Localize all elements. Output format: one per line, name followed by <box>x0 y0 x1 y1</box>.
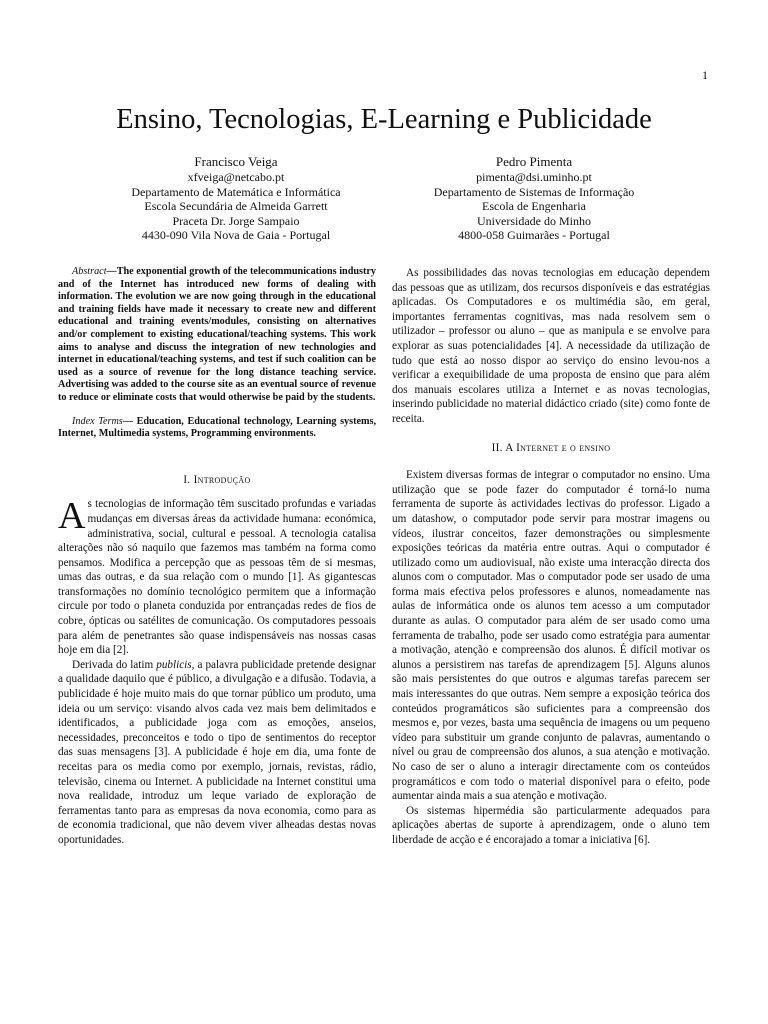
page-number: 1 <box>702 68 708 82</box>
intro-paragraph-2-text-a: Derivada do latim <box>72 658 157 671</box>
intro-paragraph-2 <box>58 658 376 848</box>
author-block-2 <box>398 154 670 243</box>
abstract <box>58 266 376 405</box>
intro-paragraph-1 <box>58 497 376 658</box>
author-department: Departamento de Matemática e Informática <box>131 184 341 199</box>
author-name: Francisco Veiga <box>194 154 278 169</box>
abstract-lead: Abstract <box>72 266 107 277</box>
intro-paragraph-2-text-b: , a palavra publicidade pretende designar a qualidade daquilo que é público, a divulgação e a difusão. Todavia, a publicidade é hoje muito mais do que tornar público um produto, uma ideia ou um serviço: visando alvos cada vez mais bem delimitados e identificados, a publicidade joga com as emoções, anseios, necessidades, preconceitos e todo o tipo de sentimentos do receptor das suas mensagens [3]. A publicidade é hoje em dia, uma fonte de receitas para os media como por exemplo, jornais, revistas, rádio, televisão, cinema ou Internet. A publicidade na Internet constitui uma nova realidade, introduz um leque variado de exploração de ferramentas tanto para as empresas da nova economia, como para as de economia tradicional, que não devem viver alheadas destas novas oportunidades. <box>58 658 376 846</box>
author-email: pimenta@dsi.uminho.pt <box>476 170 592 184</box>
index-terms-lead: Index Terms <box>72 415 123 427</box>
index-terms <box>58 416 376 441</box>
author-city: 4800-058 Guimarães - Portugal <box>458 228 610 243</box>
author-department: Departamento de Sistemas de Informação <box>433 184 635 199</box>
author-university: Universidade do Minho <box>477 213 591 228</box>
author-email: xfveiga@netcabo.pt <box>187 170 285 184</box>
internet-paragraph-2: Os sistemas hipermédia são particularmente adequados para aplicações abertas de suporte à aprendizagem, onde o aluno tem liberdade de acção e é encorajado a tomar a iniciativa [6]. <box>392 804 710 846</box>
author-street: Praceta Dr. Jorge Sampaio <box>172 213 300 228</box>
section-heading-internet: II. A Internet e o ensino <box>491 441 611 454</box>
left-column <box>58 266 376 848</box>
drop-cap: A <box>58 495 86 538</box>
author-name: Pedro Pimenta <box>495 154 573 169</box>
paper-title: Ensino, Tecnologias, E-Learning e Publicidade <box>116 104 652 135</box>
abstract-text: —The exponential growth of the telecommunications industry and of the Internet has introduced new forms of dealing with information. The evolution we are now going through in the educational and training fields have made it necessary to create new and different educational and training events/modules, consisting on alternatives and/or complement to existing educational/teaching systems. This work aims to analyse and discuss the integration of new technologies and internet in educational/teaching systems, and test if such coalition can be used as a source of revenue for the long distance teaching service. Advertising was added to the course site as an eventual source of revenue to reduce or eliminate costs that would otherwise be paid by the students. <box>58 266 376 403</box>
author-school: Escola Secundária de Almeida Garrett <box>144 199 328 214</box>
intro-paragraph-1-text: s tecnologias de informação têm suscitado profundas e variadas mudanças em diversas áreas da actividade humana: económica, administrativa, social, cultural e pessoal. A tecnologia catalisa alterações não só naquilo que fazemos mas também na forma como pensamos. Modifica a percepção que as pessoas têm de si mesmas, umas das outras, e da sua relação com o mundo [1]. As gigantescas transformações no domínio tecnológico permitem que a informação circule por todo o planeta conduzida por entrançadas redes de fios de cobre, ópticas ou satélites de comunicação. Os computadores pessoais para além de penetrantes são quase indispensáveis nas nossas casas hoje em dia [2]. <box>58 498 376 657</box>
section-heading-introduction: I. Introdução <box>183 473 251 486</box>
author-block-1 <box>100 154 372 243</box>
author-city: 4430-090 Vila Nova de Gaia - Portugal <box>141 228 331 243</box>
index-terms-text: — Education, Educational technology, Learning systems, Internet, Multimedia systems, Programming environments. <box>58 415 377 440</box>
intro-paragraph-3: As possibilidades das novas tecnologias em educação dependem das pessoas que as utilizam, dos recursos disponíveis e das estratégias aplicadas. Os Computadores e os multimédia são, em geral, importantes ferramentas cognitivas, mas nada resolvem sem o utilizador – professor ou aluno – que as manipula e se envolve para explorar as suas potencialidades [4]. A necessidade da utilização de tudo que está ao nosso dispor ao serviço do ensino levou-nos a verificar a exequibilidade de uma proposta de ensino que para além dos manuais escolares utiliza a Internet e as novas tecnologias, inserindo publicidade no material didáctico criado (site) como fonte de receita. <box>392 267 710 425</box>
latin-term: publicis <box>156 658 192 671</box>
author-school: Escola de Engenharia <box>482 199 586 214</box>
right-column <box>392 266 710 848</box>
internet-paragraph-1: Existem diversas formas de integrar o computador no ensino. Uma utilização que se pode fazer do computador é torná-lo numa ferramenta de suporte às actividades lectivas do professor. Ligado a um datashow, o computador pode servir para mostrar imagens ou vídeos, ilustrar conceitos, fazer demonstrações ou simplesmente exposições teóricas da matéria entre outras. Aqui o computador é utilizado como um audiovisual, não existe uma interacção directa dos alunos com o computador. Mas o computador pode ser usado de uma forma mais efectiva pelos professores e alunos, nomeadamente nas aulas de informática onde os alunos tem acesso a um computador durante as aulas. O computador para além de ser usado como uma ferramenta de trabalho, pode ser usado como estratégia para aumentar a motivação, atenção e compreensão dos alunos. É difícil motivar os alunos a persistirem nas tarefas de aprendizagem [5]. Alguns alunos são mais persistentes do que outros e algumas tarefas parecem ser mais interessantes do que outras. Nem sempre a exposição teórica dos conteúdos programáticos são suficientes para a compreensão dos mesmos e, por vezes, basta uma sequência de imagens ou um pequeno vídeo para substituir um grande conjunto de palavras, aumentando o nível ou grau de compreensão dos alunos, a sua atenção e motivação. No caso de ser o aluno a interagir directamente com os conteúdos programáticos e com todo o material disponível para o efeito, pode aumentar ainda mais a sua atenção e motivação. <box>392 469 710 803</box>
